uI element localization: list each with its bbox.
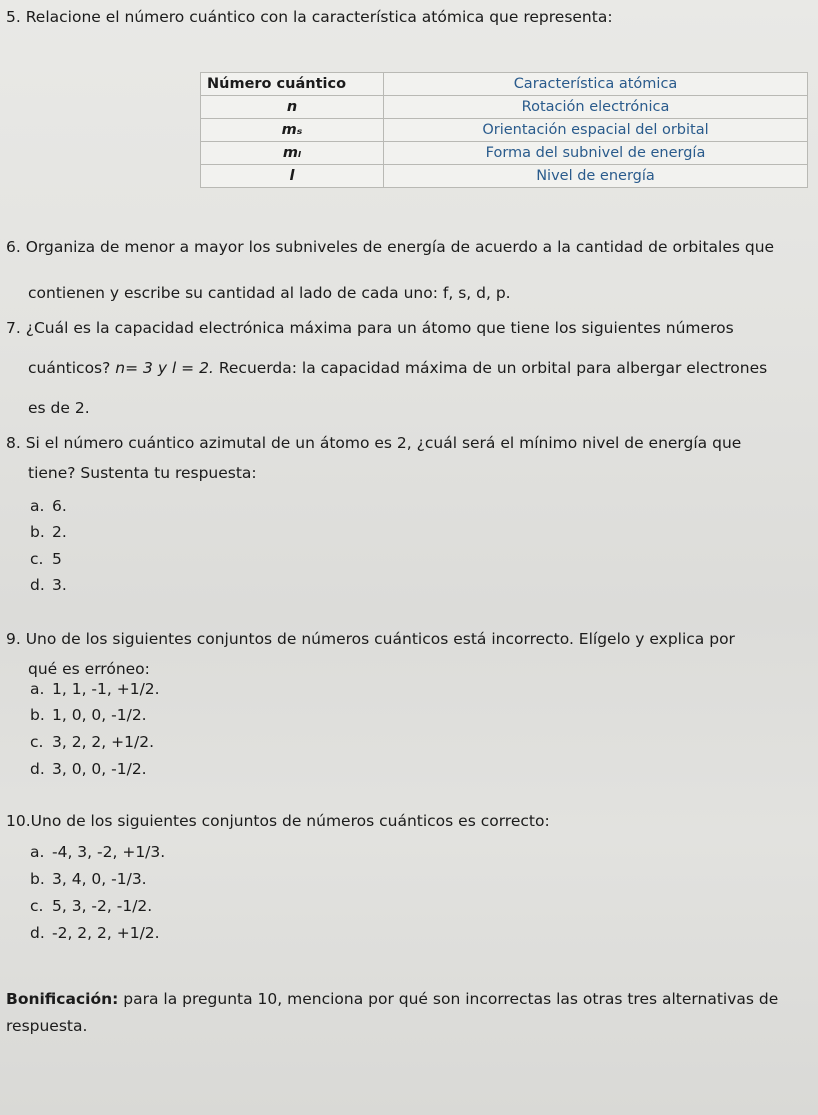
question-10	[6, 810, 806, 833]
characteristic-text: Forma del subnivel de energía	[384, 142, 808, 165]
characteristic-text: Orientación espacial del orbital	[384, 119, 808, 142]
question-9-line1: 9. Uno de los siguientes conjuntos de números cuánticos está incorrecto. Elígelo y explica por	[6, 630, 735, 648]
list-item: d. 3, 0, 0, -1/2.	[30, 760, 147, 778]
list-item: b. 1, 0, 0, -1/2.	[30, 706, 147, 724]
list-item: c. 3, 2, 2, +1/2.	[30, 733, 155, 751]
question-7-line2	[6, 348, 806, 388]
question-7-expression: n= 3 y l = 2.	[115, 359, 214, 377]
table-row	[201, 165, 808, 188]
list-item: c. 5, 3, -2, -1/2.	[30, 897, 153, 915]
header-quantum-number: Número cuántico	[201, 73, 384, 96]
question-6	[6, 224, 806, 316]
question-6-line1: 6. Organiza de menor a mayor los subniveles de energía de acuerdo a la cantidad de orbitales que	[6, 238, 775, 256]
question-8-line2: tiene? Sustenta tu respuesta:	[28, 464, 257, 482]
list-item: b. 2.	[30, 523, 67, 541]
quantum-symbol: mₗ	[201, 142, 384, 165]
question-10-line1: 10.Uno de los siguientes conjuntos de números cuánticos es correcto:	[6, 812, 550, 830]
list-item: b. 3, 4, 0, -1/3.	[30, 870, 147, 888]
table-row	[201, 96, 808, 119]
question-7-line2-post: Recuerda: la capacidad máxima de un orbital para albergar electrones	[218, 359, 768, 377]
characteristic-text: Nivel de energía	[384, 165, 808, 188]
characteristic-text: Rotación electrónica	[384, 96, 808, 119]
bonus-line1	[6, 986, 806, 1013]
question-7-line1: 7. ¿Cuál es la capacidad electrónica máxima para un átomo que tiene los siguientes números	[6, 319, 734, 337]
question-6-line2: contienen y escribe su cantidad al lado de cada uno: f, s, d, p.	[28, 284, 511, 302]
question-7	[6, 308, 806, 428]
quantum-symbol: l	[201, 165, 384, 188]
bonus-label: Bonificación:	[6, 990, 119, 1008]
quantum-symbol: n	[201, 96, 384, 119]
list-item: d. -2, 2, 2, +1/2.	[30, 924, 160, 942]
question-5-stem: 5. Relacione el número cuántico con la característica atómica que representa:	[6, 8, 613, 26]
question-5	[6, 6, 806, 29]
question-7-line3: es de 2.	[28, 399, 90, 417]
question-9-line2: qué es erróneo:	[28, 660, 150, 678]
question-9	[6, 624, 806, 684]
question-8	[6, 428, 806, 488]
list-item: d. 3.	[30, 576, 67, 594]
bonus-question	[6, 986, 806, 1040]
quantum-symbol: mₛ	[201, 119, 384, 142]
list-item: a. -4, 3, -2, +1/3.	[30, 843, 166, 861]
bonus-text: para la pregunta 10, menciona por qué son incorrectas las otras tres alternativas de	[123, 990, 779, 1008]
table-row	[201, 119, 808, 142]
question-8-line1: 8. Si el número cuántico azimutal de un átomo es 2, ¿cuál será el mínimo nivel de energía que	[6, 434, 742, 452]
header-atomic-characteristic: Característica atómica	[384, 73, 808, 96]
quantum-number-table	[200, 72, 808, 188]
bonus-line2: respuesta.	[6, 1017, 88, 1035]
table-row	[201, 142, 808, 165]
table-header-row	[201, 73, 808, 96]
list-item: c. 5	[30, 550, 62, 568]
question-7-line2-pre: cuánticos?	[28, 359, 111, 377]
list-item: a. 6.	[30, 497, 67, 515]
list-item: a. 1, 1, -1, +1/2.	[30, 680, 160, 698]
